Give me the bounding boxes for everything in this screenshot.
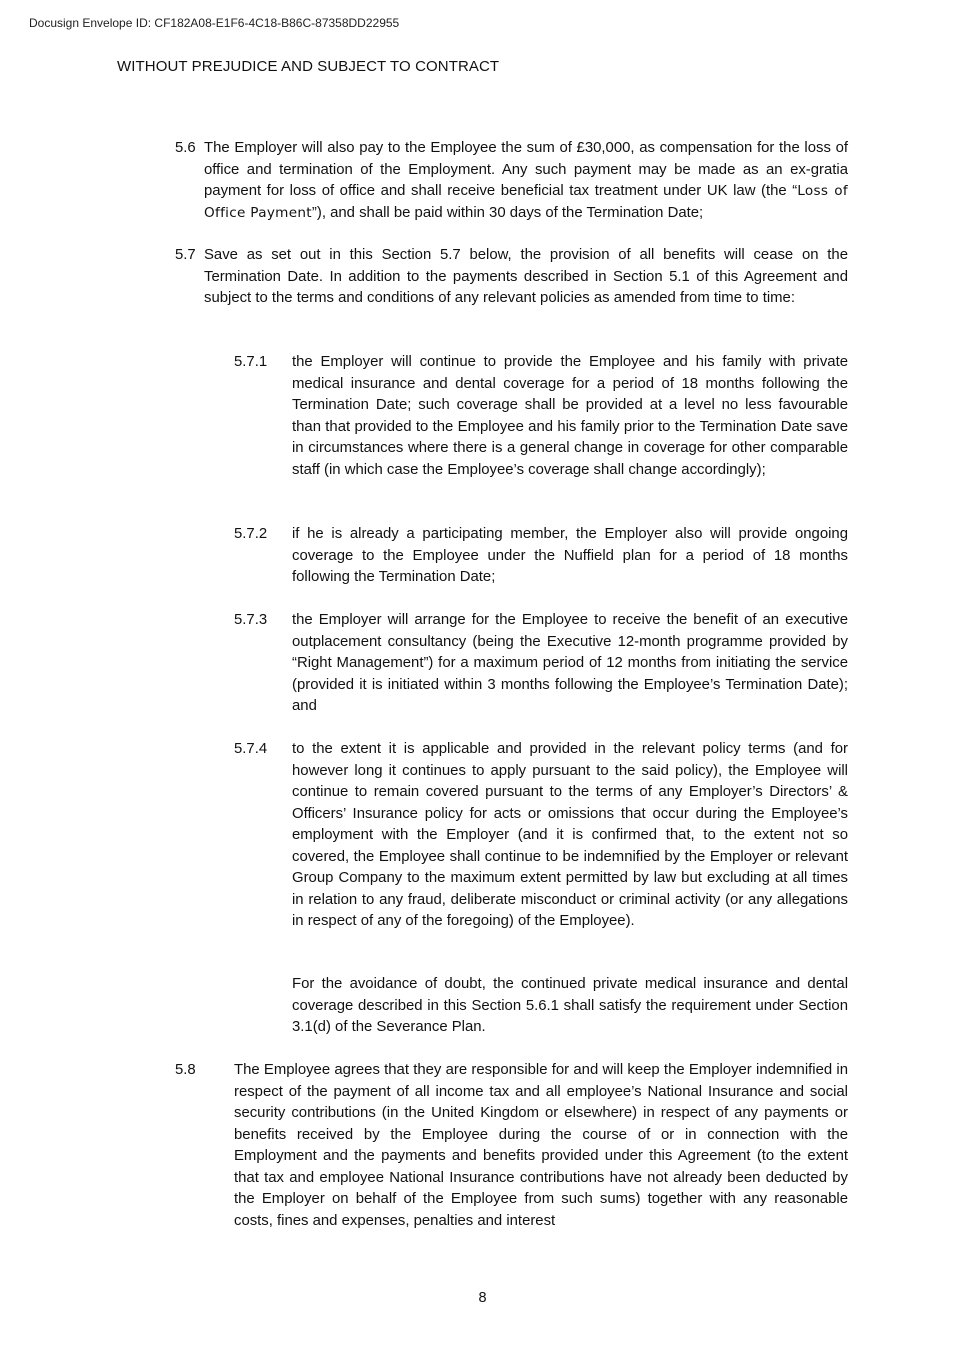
clause-5-7-2-text: if he is already a participating member, the Employer also will provide ongoing coverage to the Employee under the Nuffield plan for a period of 18 months following the Termination Date;: [292, 526, 848, 585]
clause-5-6-text-b: ”), and shall be paid within 30 days of the Termination Date;: [311, 204, 704, 221]
clause-5-7-4-number: 5.7.4: [234, 741, 268, 757]
clause-5-7-2-number: 5.7.2: [234, 526, 268, 542]
clause-5-7-text: Save as set out in this Section 5.7 below, the provision of all benefits will cease on the Termination Date. In addition to the payments described in Section 5.1 of this Agreement and subject to the terms and conditions of any relevant policies as amended from time to time:: [204, 247, 848, 306]
envelope-id: Docusign Envelope ID: CF182A08-E1F6-4C18-B86C-87358DD22955: [29, 16, 400, 30]
clause-5-6-text-a: The Employer will also pay to the Employee the sum of £30,000, as compensation for the loss of office and termination of the Employment. Any such payment may be made as an ex-gratia payment for loss of office and shall receive beneficial tax treatment under UK law (the “: [204, 140, 848, 199]
document-header: WITHOUT PREJUDICE AND SUBJECT TO CONTRACT: [117, 58, 500, 75]
clause-5-7-4-text: to the extent it is applicable and provided in the relevant policy terms (and for however long it continues to apply pursuant to the said policy), the Employee will continue to remain covered pursuant to the terms of any Employer’s Directors’ & Officers’ Insurance policy for acts or omissions that occur during the Employee’s employment with the Employer (and it is confirmed that, to the extent not so covered, the Employee shall continue to be indemnified by the Employer or relevant Group Company to the maximum extent permitted by law but excluding at all times in relation to any fraud, deliberate misconduct or criminal activity (or any allegations in respect of any of the foregoing) of the Employee).: [292, 741, 848, 929]
clause-5-7-1-text: the Employer will continue to provide the Employee and his family with private medical insurance and dental coverage for a period of 18 months following the Termination Date; such coverage shall be provided at a level no less favourable than that provided to the Employee and his family prior to the Termination Date save in circumstances where there is a general change in coverage for other comparable staff (in which case the Employee’s coverage shall change accordingly);: [292, 354, 848, 478]
clause-5-6-text: [204, 138, 848, 224]
page-number: 8: [478, 1290, 487, 1306]
defined-term-loss-of-office-payment: Loss of Office Payment: [204, 183, 848, 221]
clause-5-6-number: 5.6: [175, 140, 196, 156]
clause-5-7-1-number: 5.7.1: [234, 354, 268, 370]
clause-5-8-text: The Employee agrees that they are responsible for and will keep the Employer indemnified in respect of the payment of all income tax and all employee’s National Insurance and social security contributions (in the United Kingdom or elsewhere) in respect of any payments or benefits received by the Employee during the course of or in connection with the Employment and the payments and benefits provided under this Agreement (to the extent that tax and employee National Insurance contributions have not already been deducted by the Employer on behalf of the Employee from such sums) together with any reasonable costs, fines and expenses, penalties and interest: [234, 1062, 848, 1229]
clause-5-7-note-text: For the avoidance of doubt, the continued private medical insurance and dental coverage described in this Section 5.6.1 shall satisfy the requirement under Section 3.1(d) of the Severance Plan.: [292, 976, 848, 1035]
clause-5-8-number: 5.8: [175, 1062, 196, 1078]
clause-5-7-3-text: the Employer will arrange for the Employee to receive the benefit of an executive outplacement consultancy (being the Executive 12-month programme provided by “Right Management”) for a maximum period of 12 months from initiating the service (provided it is initiated within 3 months following the Employee’s Termination Date); and: [292, 612, 848, 714]
clause-5-7-3-number: 5.7.3: [234, 612, 268, 628]
clause-5-7-number: 5.7: [175, 247, 196, 263]
